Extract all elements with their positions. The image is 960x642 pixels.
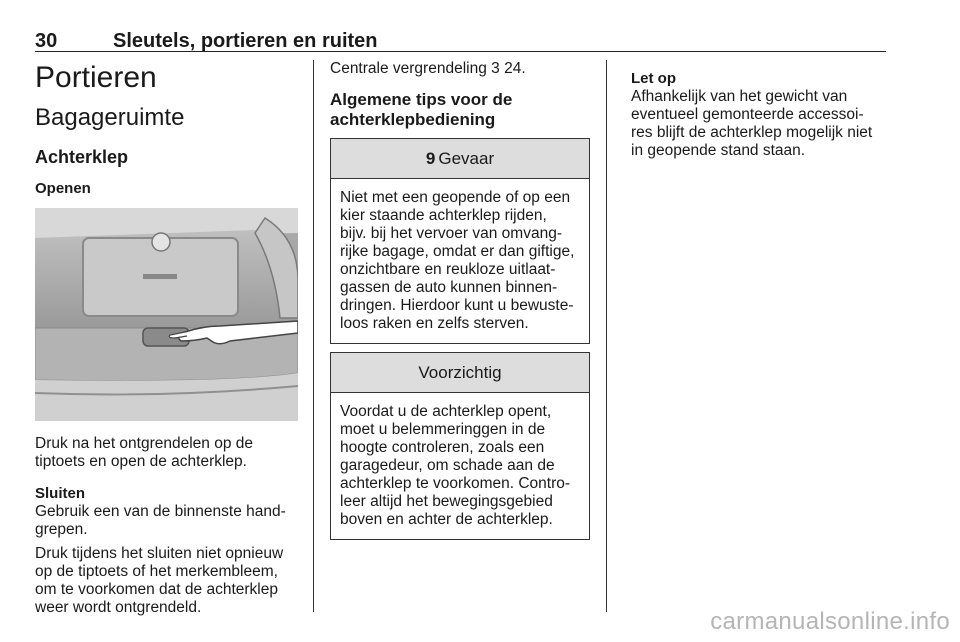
tips-heading: Algemene tips voor de achterklepbediening [330, 90, 513, 129]
open-heading: Openen [35, 180, 91, 197]
caution-text: Voordat u de achterklep opent, moet u belemmeringgen in de hoogte controleren, zoals een garagedeur, om schade aan de achterklep te voorkomen. Contro- leer altijd het bewegingsgebied boven en achter de achterklep. [340, 403, 571, 528]
reference-arrow-icon: 3 [491, 60, 500, 77]
caution-box [330, 352, 590, 540]
column-divider [313, 60, 314, 612]
column-left [35, 60, 300, 617]
caution-header: Voorzichtig [331, 353, 589, 393]
cross-reference: Centrale vergrendeling 3 24. [330, 60, 526, 77]
column-right [631, 60, 887, 160]
page-header [35, 30, 886, 52]
column-middle [330, 60, 592, 540]
warning-icon: 9 [425, 148, 436, 168]
watermark: carmanualsonline.info [710, 608, 950, 635]
page-number: 30 [35, 30, 58, 52]
danger-box [330, 138, 590, 344]
tailgate-illustration [35, 208, 298, 421]
close-text-2: Druk tijdens het sluiten niet opnieuw op de tiptoets of het merkembleem, om te voorkomen dat de achterklep weer wordt ontgrendeld. [35, 545, 284, 616]
note-heading: Let op [631, 70, 676, 87]
section-title: Bagageruimte [35, 104, 185, 131]
chapter-title: Portieren [35, 61, 157, 94]
open-text: Druk na het ontgrendelen op de tiptoets en open de achterklep. [35, 435, 254, 470]
subsection-title: Achterklep [35, 147, 129, 167]
close-text-1: Gebruik een van de binnenste hand- grepen. [35, 503, 286, 538]
column-divider [606, 60, 607, 612]
note-text: Afhankelijk van het gewicht van eventueel gemonteerde accessoi- res blijft de achterklep mogelijk niet in geopende stand staan. [631, 88, 873, 159]
danger-text: Niet met een geopende of op een kier staande achterklep rijden, bijv. bij het vervoer van omvang- rijke bagage, omdat er dan giftige, onzichtbare en reukloze uitlaat- gassen de auto kunnen binnen- dringen. Hierdoor kunt u bewuste- loos raken en zelfs sterven. [340, 189, 575, 332]
danger-header: 9 Gevaar [331, 139, 589, 179]
running-title: Sleutels, portieren en ruiten [113, 30, 378, 52]
close-heading: Sluiten [35, 485, 86, 502]
